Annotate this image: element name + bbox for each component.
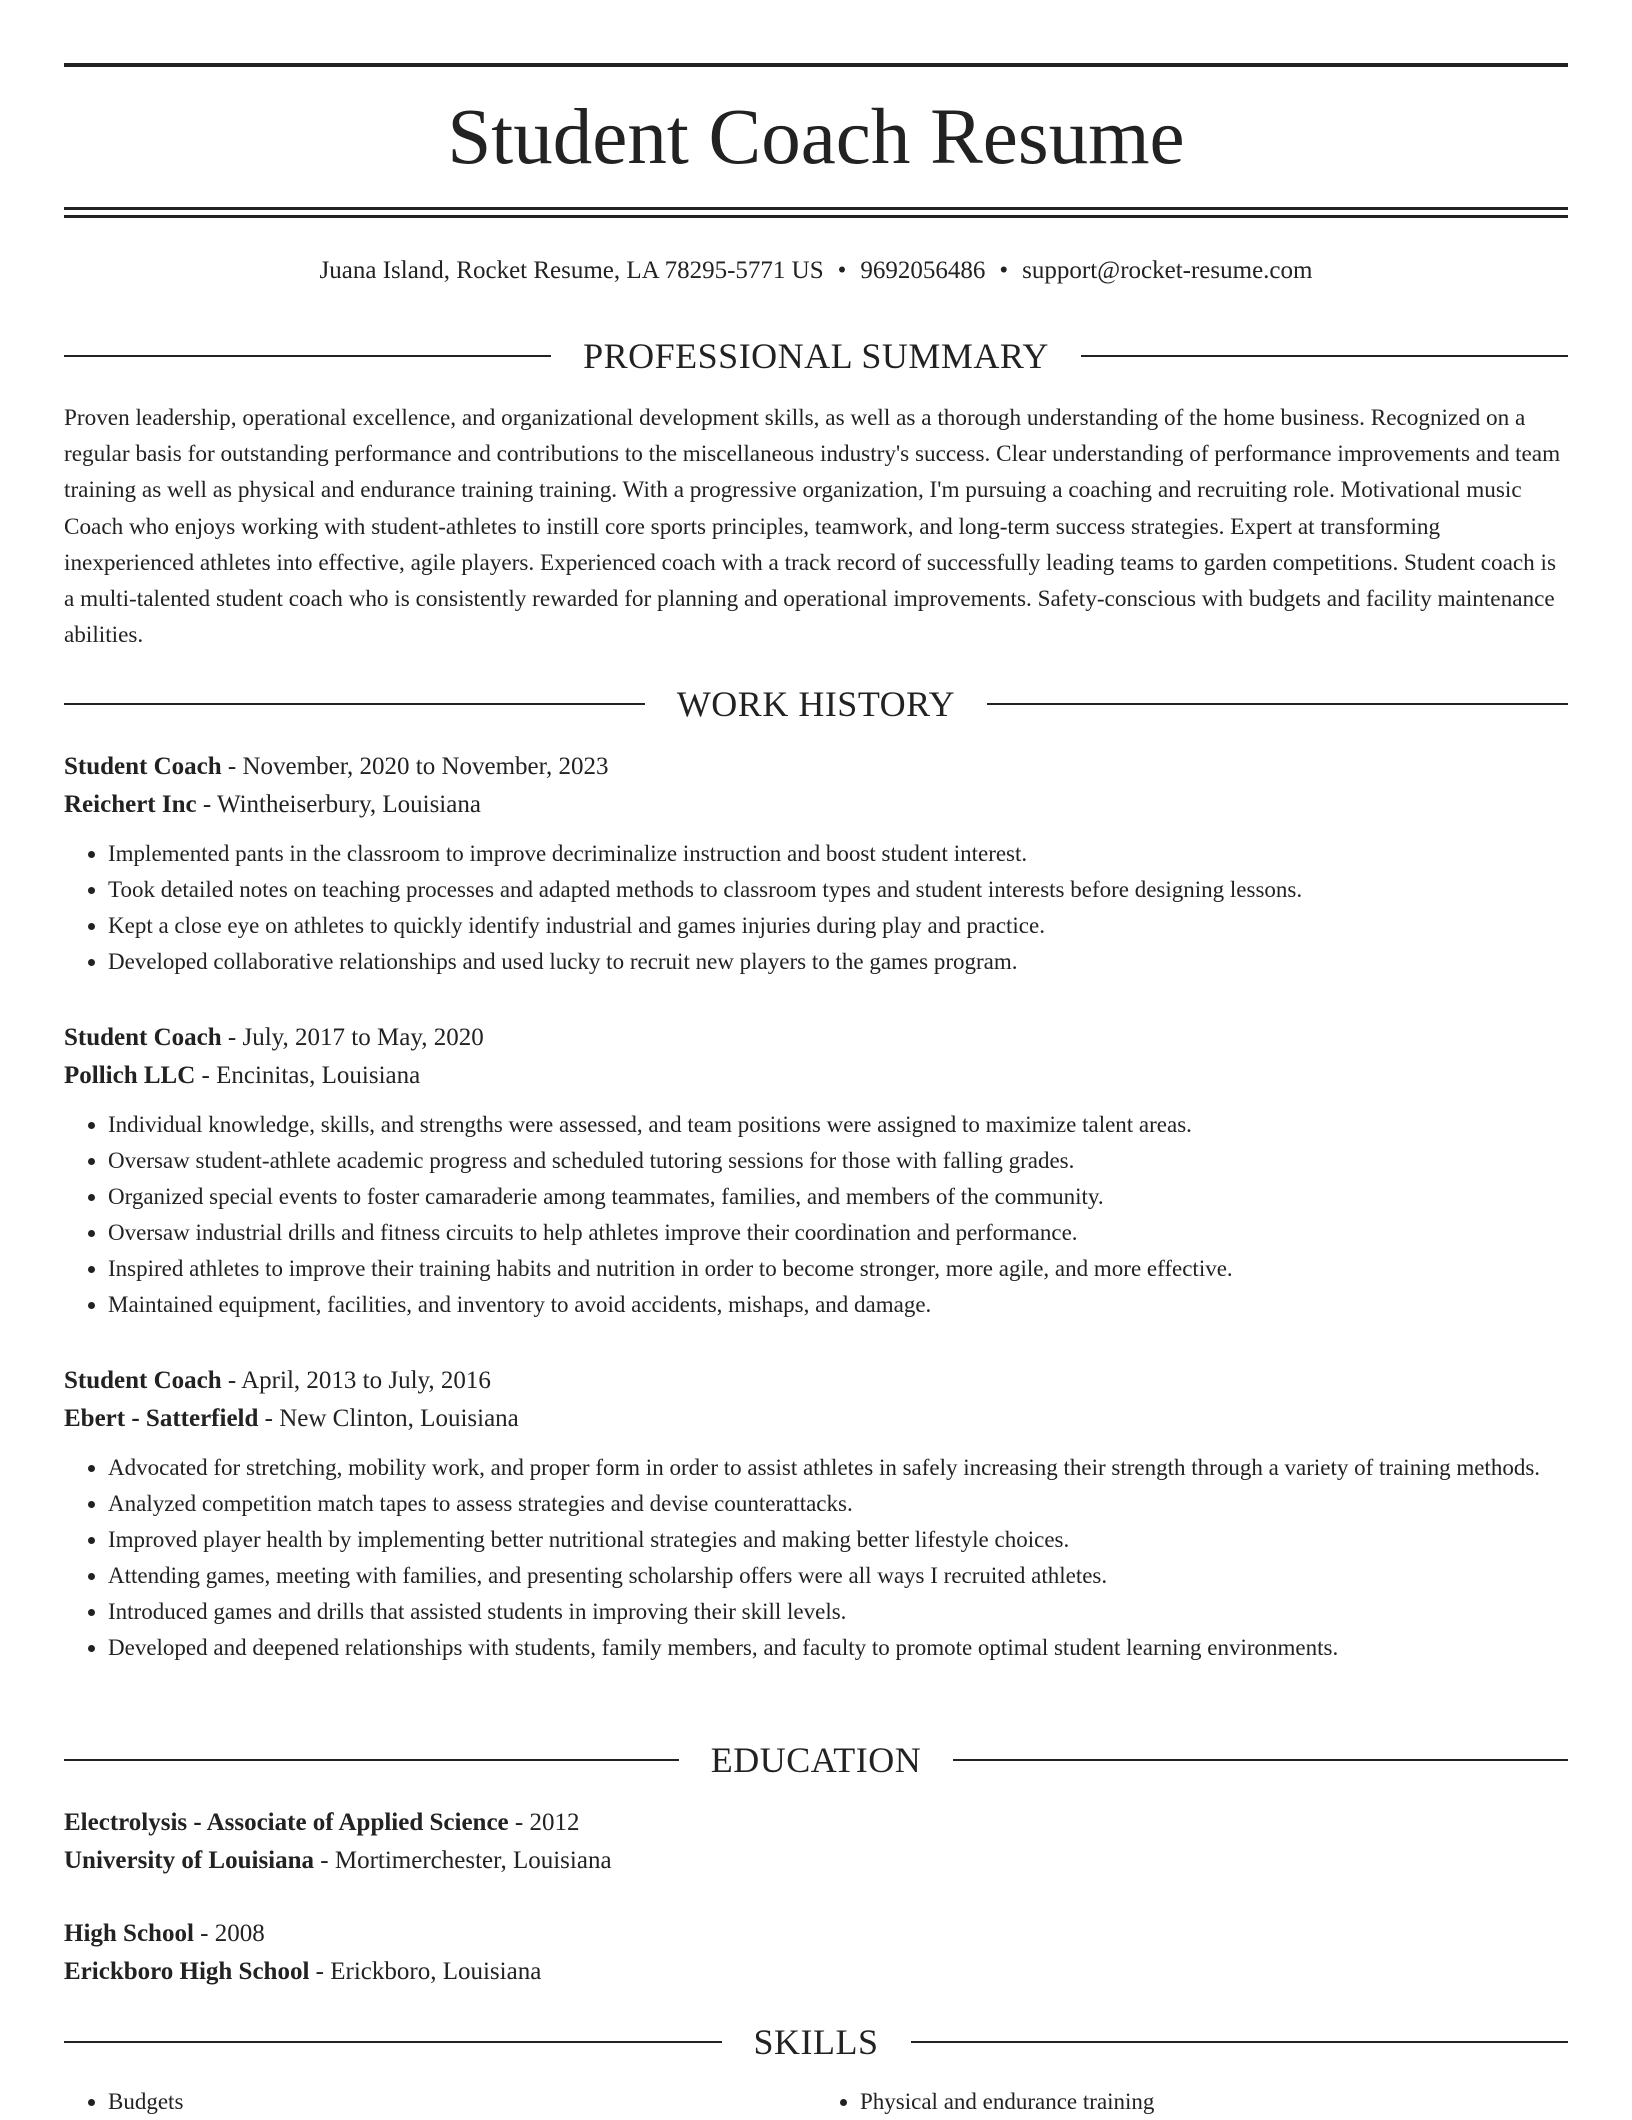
education-location: - Erickboro, Louisiana [309,1958,542,1985]
divider-line [64,1759,679,1761]
section-header-summary [64,334,1568,378]
divider-line [987,703,1568,705]
job-bullet: • Developed collaborative relationships and used lucky to recruit new players to the games program. [108,944,1568,980]
job-bullets [64,1107,1568,1323]
job-bullets [64,836,1568,980]
education-degree: High School [64,1920,194,1947]
job-bullet: • Took detailed notes on teaching processes and adapted methods to classroom types and student interests before designing lessons. [108,872,1568,908]
contact-line [64,253,1568,289]
job-bullet: • Analyzed competition match tapes to assess strategies and devise counterattacks. [108,1486,1568,1522]
contact-phone: 9692056486 [860,257,986,284]
job-dates: - April, 2013 to July, 2016 [221,1367,491,1394]
education-degree-line [64,1915,1568,1953]
education-entry [64,1915,1568,1991]
job-bullet: • Inspired athletes to improve their training habits and nutrition in order to become stronger, more agile, and more effective. [108,1251,1568,1287]
job-location: - Encinitas, Louisiana [195,1062,421,1089]
job-employer [64,786,1568,824]
job-heading [64,748,1568,786]
job-bullets [64,1450,1568,1666]
job-bullet: • Advocated for stretching, mobility work, and proper form in order to assist athletes in safely increasing their strength through a variety of training methods. [108,1450,1568,1486]
job-employer [64,1057,1568,1095]
skills-column-right [816,2084,1568,2120]
top-rule [64,63,1568,67]
job-entry [64,1362,1568,1666]
section-title-work: WORK HISTORY [676,684,956,724]
education-school-line [64,1842,1568,1880]
education-school: University of Louisiana [64,1847,315,1874]
divider-line [953,1759,1568,1761]
section-title-skills: SKILLS [753,2022,879,2062]
education-year: - 2012 [508,1809,580,1836]
job-dates: - November, 2020 to November, 2023 [221,753,609,780]
divider-line [911,2041,1569,2043]
divider-line [64,2041,722,2043]
section-header-work [64,682,1568,726]
contact-separator: • [999,257,1009,284]
divider-line [64,355,551,357]
job-entry [64,748,1568,980]
contact-address: Juana Island, Rocket Resume, LA 78295-5771 US [319,257,824,284]
skill-item: • Budgets [108,2084,816,2120]
job-company: Pollich LLC [64,1062,196,1089]
contact-email: support@rocket-resume.com [1022,257,1313,284]
job-company: Ebert - Satterfield [64,1405,259,1432]
education-school-line [64,1953,1568,1991]
job-bullet: • Oversaw student-athlete academic progress and scheduled tutoring sessions for those with falling grades. [108,1143,1568,1179]
divider-line [64,703,645,705]
job-bullet: • Oversaw industrial drills and fitness circuits to help athletes improve their coordination and performance. [108,1215,1568,1251]
title-rule-upper [64,207,1568,210]
job-bullet: • Attending games, meeting with families, and presenting scholarship offers were all ways I recruited athletes. [108,1558,1568,1594]
section-header-skills [64,2020,1568,2064]
job-heading [64,1019,1568,1057]
job-bullet: • Introduced games and drills that assisted students in improving their skill levels. [108,1594,1568,1630]
divider-line [1081,355,1568,357]
job-bullet: • Improved player health by implementing better nutritional strategies and making better lifestyle choices. [108,1522,1568,1558]
skill-item: • Physical and endurance training [860,2084,1568,2120]
job-bullet: • Individual knowledge, skills, and strengths were assessed, and team positions were assigned to maximize talent areas. [108,1107,1568,1143]
skills-list [64,2084,1568,2120]
resume-title: Student Coach Resume [447,94,1185,181]
education-school: Erickboro High School [64,1958,310,1985]
job-bullet: • Maintained equipment, facilities, and inventory to avoid accidents, mishaps, and damage. [108,1287,1568,1323]
summary-paragraph: Proven leadership, operational excellence, and organizational development skills, as well as a thorough understanding of the home business. Recognized on a regular basis for outstanding performance and contributions to the miscellaneous industry's success. Clear understanding of performance improvements and team training as well as physical and endurance training training. With a progressive organization, I'm pursuing a coaching and recruiting role. Motivational music Coach who enjoys working with student-athletes to instill core sports principles, teamwork, and long-term success strategies. Expert at transforming inexperienced athletes into effective, agile players. Experienced coach with a track record of successfully leading teams to garden competitions. Student coach is a multi-talented student coach who is consistently rewarded for planning and operational improvements. Safety-conscious with budgets and facility maintenance abilities. [64,405,1561,649]
job-bullet: • Developed and deepened relationships with students, family members, and faculty to promote optimal student learning environments. [108,1630,1568,1666]
job-title: Student Coach [64,1367,222,1394]
contact-separator: • [837,257,847,284]
job-bullet: • Implemented pants in the classroom to improve decriminalize instruction and boost student interest. [108,836,1568,872]
skills-column-left [64,2084,816,2120]
job-title: Student Coach [64,1024,222,1051]
job-location: - New Clinton, Louisiana [258,1405,519,1432]
job-dates: - July, 2017 to May, 2020 [221,1024,484,1051]
education-year: - 2008 [193,1920,265,1947]
education-location: - Mortimerchester, Louisiana [314,1847,612,1874]
job-company: Reichert Inc [64,791,197,818]
job-location: - Wintheiserbury, Louisiana [196,791,481,818]
section-title-summary: PROFESSIONAL SUMMARY [583,336,1049,376]
job-heading [64,1362,1568,1400]
education-entry [64,1804,1568,1880]
job-title: Student Coach [64,753,222,780]
section-header-education [64,1738,1568,1782]
job-bullet: • Organized special events to foster camaraderie among teammates, families, and members of the community. [108,1179,1568,1215]
education-degree: Electrolysis - Associate of Applied Science [64,1809,509,1836]
job-employer [64,1400,1568,1438]
section-title-education: EDUCATION [710,1740,922,1780]
education-degree-line [64,1804,1568,1842]
title-rule-lower [64,215,1568,218]
job-bullet: • Kept a close eye on athletes to quickly identify industrial and games injuries during play and practice. [108,908,1568,944]
job-entry [64,1019,1568,1323]
